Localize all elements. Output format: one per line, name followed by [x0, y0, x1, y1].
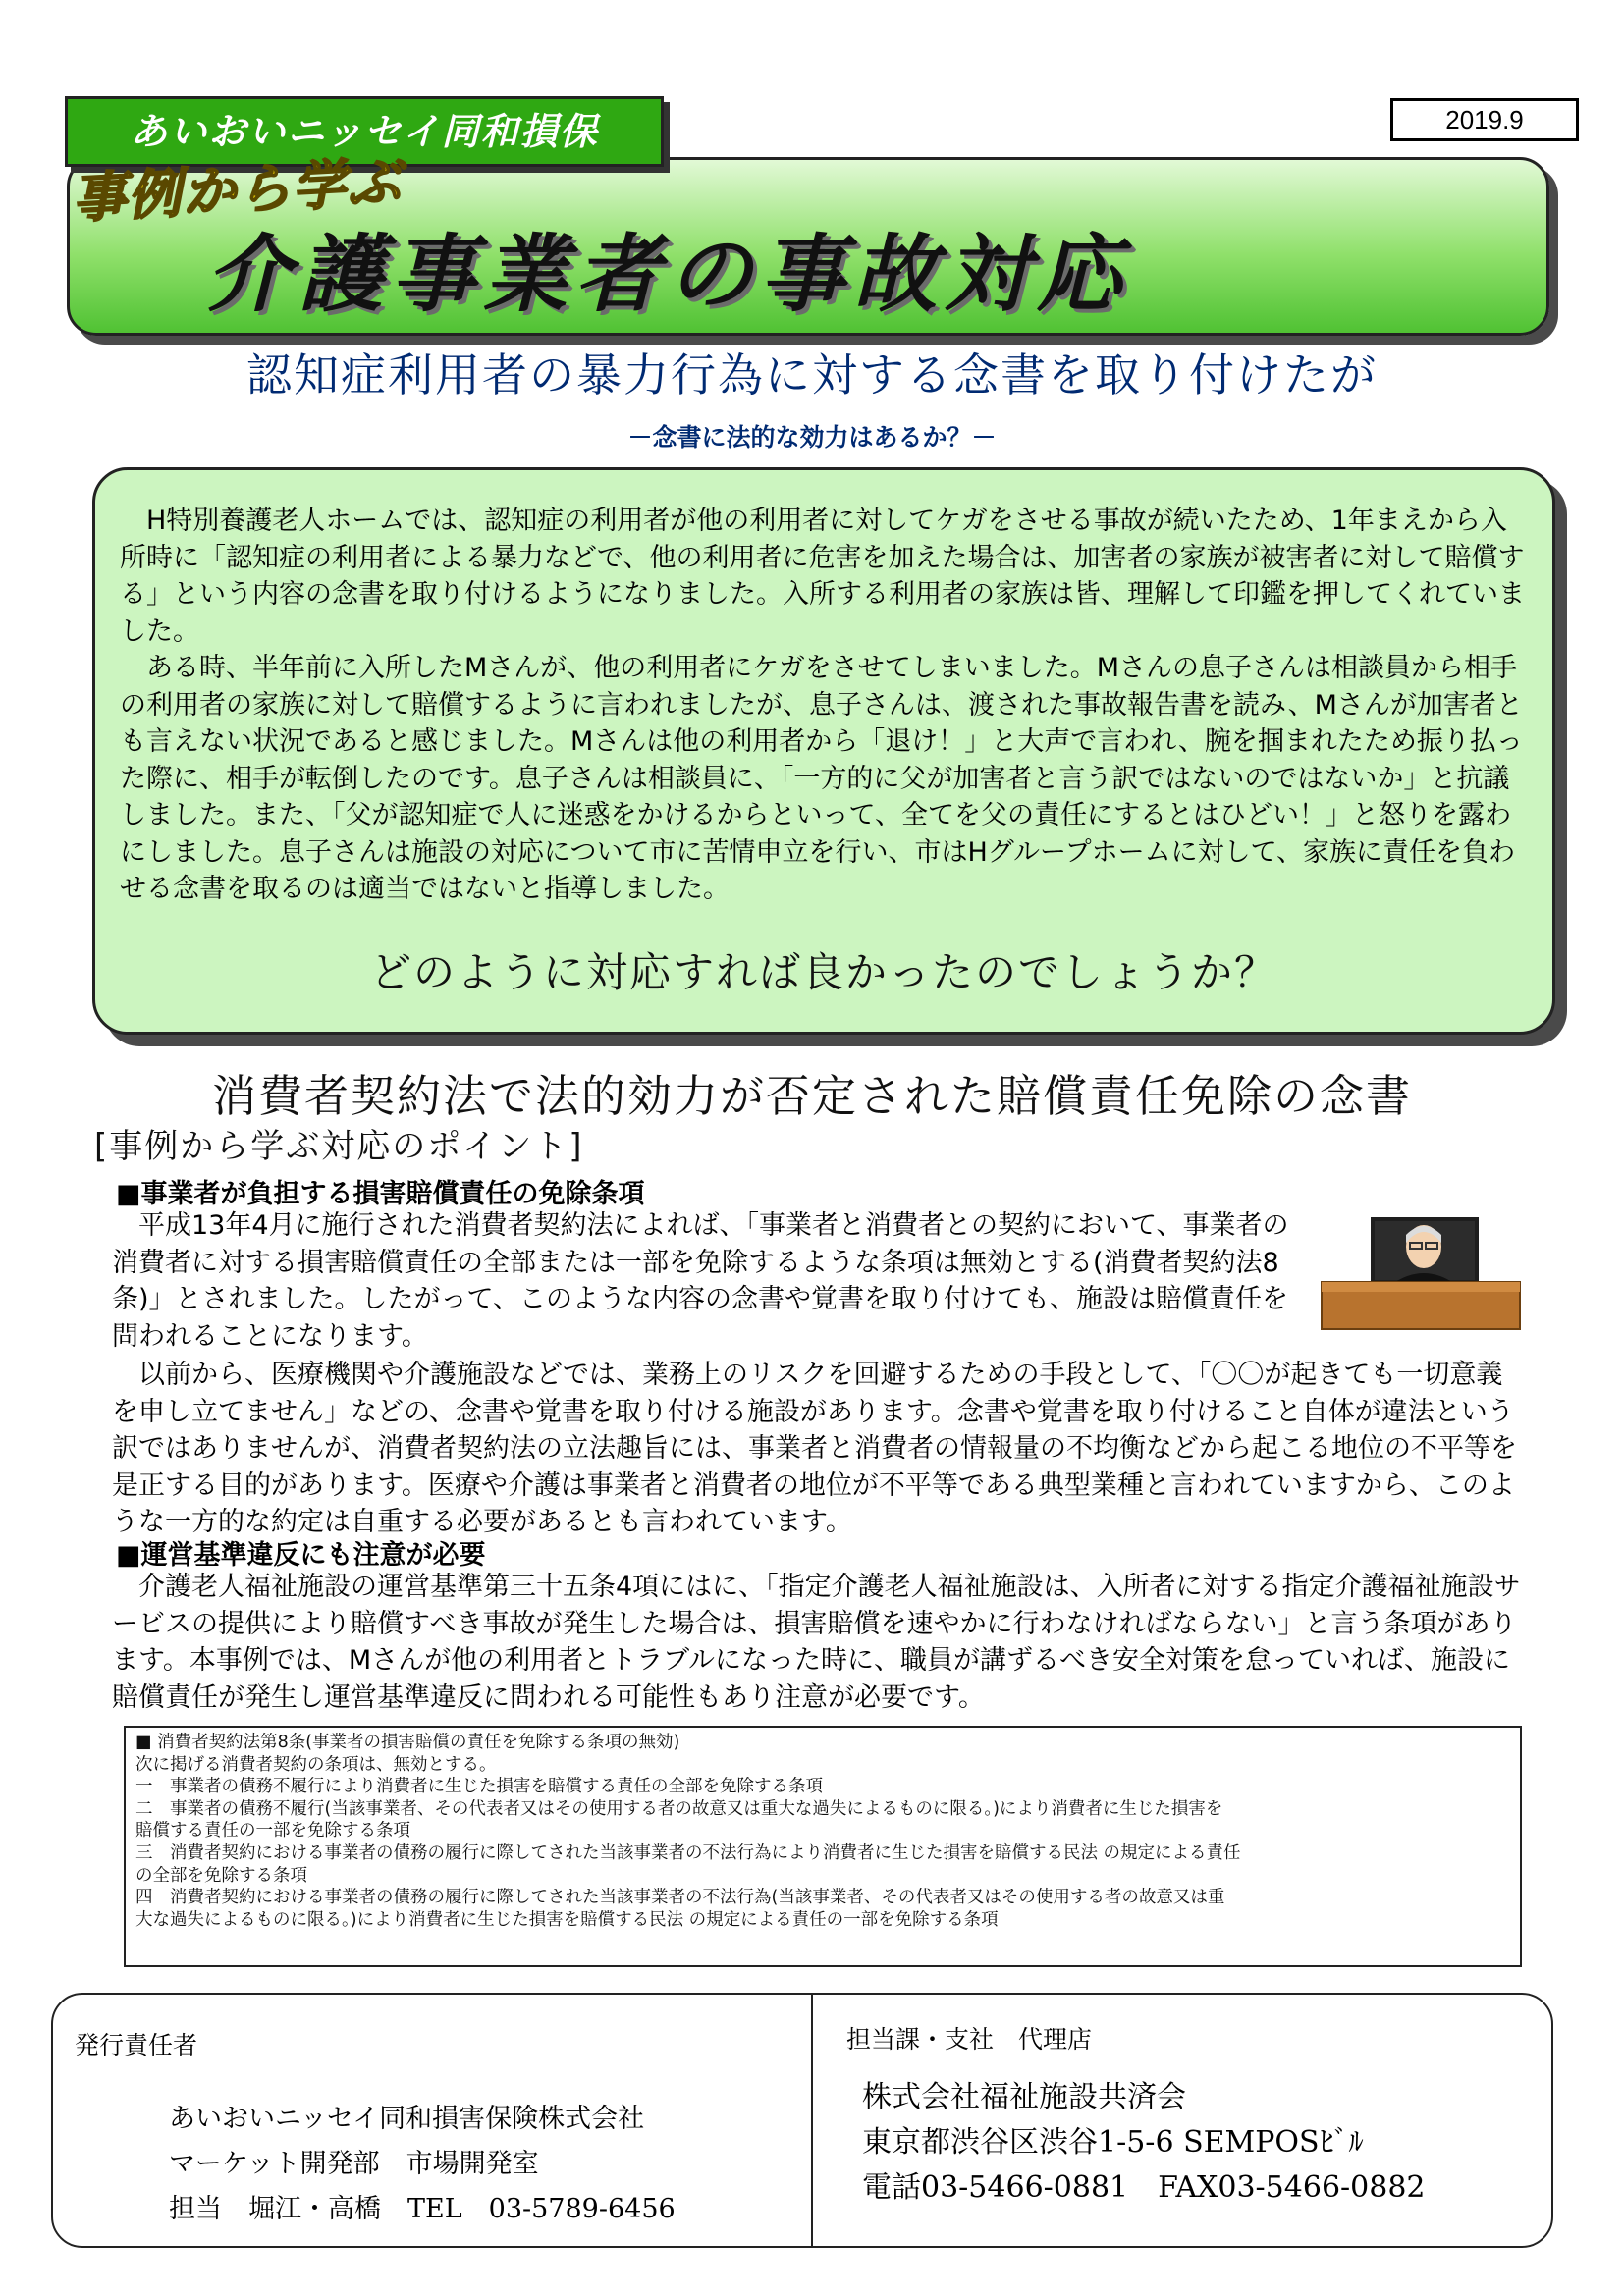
issue-date: 2019.9: [1390, 98, 1579, 141]
law-line: 四 消費者契約における事業者の債務の履行に際してされた当該事業者の不法行為(当該事業者、その代表者又はその使用する者の故意又は重: [135, 1888, 1225, 1908]
case-paragraph: ある時、半年前に入所したMさんが、他の利用者にケガをさせてしまいました。Mさんの息子さんは相談員から相手の利用者の家族に対して賠償するように言われましたが、息子さんは、渡された事故報告書を読み、Mさんが加害者とも言えない状況であると感じました。Mさんは他の利用者から「退け！」と大声で言われ、腕を掴まれたため振り払った際に、相手が転倒したのです。息子さんは相談員に、「一方的に父が加害者と言う訳ではないのではないか」と抗議しました。また、「父が認知症で人に迷惑をかけるからといって、全てを父の責任にするとはひどい！」と怒りを露わにしました。息子さんは施設の対応について市に苦情申立を行い、市はHグループホームに対して、家族に責任を負わせる念書を取るのは適当ではないと指導しました。: [120, 653, 1523, 904]
page-title: 介護事業者の事故対応: [206, 226, 1129, 324]
case-paragraph: H特別養護老人ホームでは、認知症の利用者が他の利用者に対してケガをさせる事故が続いたため、1年まえから入所時に「認知症の利用者による暴力などで、他の利用者に危害を加えた場合は、加害者の家族が被害者に対して賠償する」という内容の念書を取り付けるようになりました。入所する利用者の家族は皆、理解して印鑑を押してくれていました。: [120, 506, 1525, 647]
section-body-exemption-2: [112, 1357, 1526, 1541]
agent-line: 東京都渋谷区渋谷1-5-6 SEMPOSﾋﾞﾙ: [862, 2125, 1364, 2160]
law-excerpt: [135, 1732, 1514, 1931]
brand-label: あいおいニッセイ同和損保: [65, 96, 664, 167]
case-description: [120, 503, 1530, 908]
issuer-line: マーケット開発部 市場開発室: [169, 2149, 539, 2179]
section-heading-exemption: ■事業者が負担する損害賠償責任の免除条項: [116, 1179, 645, 1209]
law-line: ■ 消費者契約法第8条(事業者の損害賠償の責任を免除する条項の無効): [135, 1733, 680, 1752]
section-paragraph: 介護老人福祉施設の運営基準第三十五条4項にはに、「指定介護老人福祉施設は、入所者に対する指定介護福祉施設サービスの提供により賠償すべき事故が発生した場合は、損害賠償を速やかに行わなければならない」と言う条項があります。本事例では、Mさんが他の利用者とトラブルになった時に、職員が講ずるべき安全対策を怠っていれば、施設に賠償責任が発生し運営基準違反に問われる可能性もあり注意が必要です。: [112, 1572, 1521, 1713]
law-line: 次に掲げる消費者契約の条項は、無効とする。: [135, 1754, 497, 1775]
agent-info: [862, 2075, 1426, 2211]
section-paragraph: 平成13年4月に施行された消費者契約法によれば、「事業者と消費者との契約において、事業者の消費者に対する損害賠償責任の全部または一部を免除するような条項は無効とする(消費者契約法8条)」とされました。したがって、このような内容の念書や覚書を取り付けても、施設は賠償責任を問われることになります。: [112, 1210, 1289, 1352]
section-heading-operation-standard: ■運営基準違反にも注意が必要: [116, 1540, 486, 1571]
judge-illustration: [1320, 1213, 1522, 1331]
issuer-line: あいおいニッセイ同和損害保険株式会社: [169, 2104, 645, 2134]
case-question: どのように対応すれば良かったのでしょうか？: [369, 948, 1277, 996]
law-line: の全部を免除する条項: [135, 1865, 307, 1886]
agent-label: 担当課・支社 代理店: [846, 2025, 1093, 2054]
section-paragraph: 以前から、医療機関や介護施設などでは、業務上のリスクを回避するための手段として、「〇〇が起きても一切意義を申し立てません」などの、念書や覚書を取り付ける施設があります。念書や覚書を取り付けること自体が違法という訳ではありませんが、消費者契約法の立法趣旨には、事業者と消費者の情報量の不均衡などから起こる地位の不平等を是正する目的があります。医療や介護は事業者と消費者の地位が不平等である典型業種と言われていますから、このような一方的な約定は自重する必要があるとも言われています。: [112, 1360, 1517, 1537]
footer-divider: [811, 1993, 813, 2248]
issuer-line: 担当 堀江・高橋 TEL 03-5789-6456: [169, 2194, 676, 2224]
case-headline: 認知症利用者の暴力行為に対する念書を取り付けたが: [246, 348, 1378, 401]
agent-line: 株式会社福祉施設共済会: [862, 2080, 1186, 2114]
points-label: [事例から学ぶ対応のポイント]: [94, 1127, 584, 1166]
law-line: 大な過失によるものに限る。)により消費者に生じた損害を賠償する民法 の規定による責任の一部を免除する条項: [135, 1909, 999, 1930]
issuer-info: [169, 2097, 676, 2232]
issuer-label: 発行責任者: [75, 2031, 198, 2059]
case-headline-subtitle: －念書に法的な効力はあるか？－: [627, 423, 997, 452]
series-subtitle: 事例から学ぶ: [71, 150, 405, 231]
law-line: 三 消費者契約における事業者の債務の履行に際してされた当該事業者の不法行為により消費者に生じた損害を賠償する民法 の規定による責任: [135, 1842, 1241, 1863]
section-body-exemption: [112, 1207, 1306, 1355]
section-body-operation-standard: [112, 1569, 1526, 1716]
points-title: 消費者契約法で法的効力が否定された賠償責任免除の念書: [211, 1070, 1412, 1122]
law-line: 一 事業者の債務不履行により消費者に生じた損害を賠償する責任の全部を免除する条項: [135, 1777, 823, 1797]
law-line: 賠償する責任の一部を免除する条項: [135, 1821, 410, 1842]
agent-line: 電話03-5466-0881 FAX03-5466-0882: [862, 2170, 1426, 2205]
law-line: 二 事業者の債務不履行(当該事業者、その代表者又はその使用する者の故意又は重大な過失によるものに限る。)により消費者に生じた損害を: [135, 1798, 1223, 1819]
